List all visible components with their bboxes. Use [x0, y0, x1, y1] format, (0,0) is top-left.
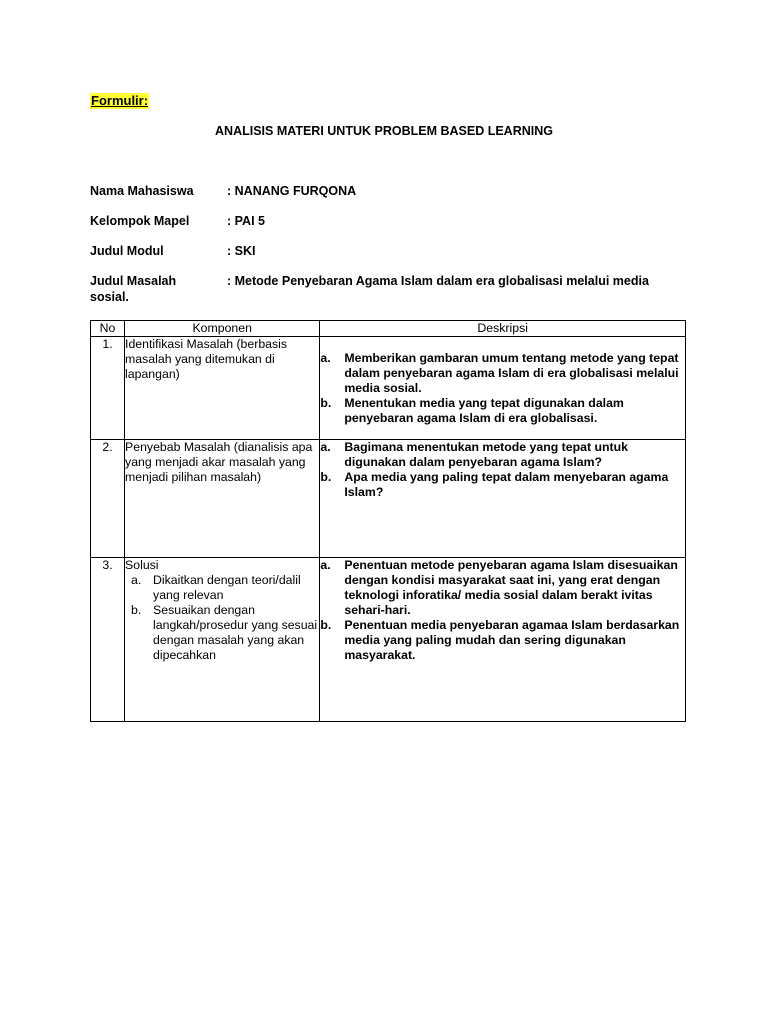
list-marker: b. — [320, 618, 332, 632]
deskripsi-list — [320, 558, 685, 663]
kelompok-value: : PAI 5 — [227, 214, 265, 228]
header-no: No — [91, 321, 125, 337]
header-komponen: Komponen — [125, 321, 320, 337]
komponen-item — [131, 603, 319, 663]
deskripsi-text: Menentukan media yang tepat digunakan dalam penyebaran agama Islam di era globalisasi. — [344, 396, 624, 425]
list-marker: b. — [320, 470, 332, 484]
header-deskripsi: Deskripsi — [320, 321, 686, 337]
masalah-value-wrap: sosial. — [90, 290, 129, 304]
modul-label: Judul Modul — [90, 244, 164, 258]
komponen-cell — [125, 558, 320, 722]
row-number: 2. — [91, 440, 125, 558]
komponen-list — [125, 573, 319, 663]
table-header-row — [91, 321, 686, 337]
deskripsi-text: Penentuan media penyebaran agamaa Islam berdasarkan media yang paling mudah dan sering digunakan masyarakat. — [344, 618, 680, 662]
deskripsi-item — [320, 396, 685, 426]
deskripsi-item — [320, 618, 685, 663]
form-label: Formulir: — [91, 93, 149, 108]
deskripsi-list — [320, 351, 685, 426]
nama-value: : NANANG FURQONA — [227, 184, 357, 198]
deskripsi-text: Memberikan gambaran umum tentang metode yang tepat dalam penyebaran agama Islam di era globalisasi melalui media sosial. — [344, 351, 679, 395]
list-marker: a. — [320, 440, 331, 454]
list-marker: b. — [131, 603, 142, 617]
list-marker: a. — [131, 573, 142, 587]
modul-value: : SKI — [227, 244, 256, 258]
deskripsi-item — [320, 351, 685, 396]
analysis-table — [90, 320, 686, 722]
deskripsi-item — [320, 470, 685, 500]
deskripsi-item — [320, 558, 685, 618]
list-marker: b. — [320, 396, 332, 410]
list-marker: a. — [320, 558, 331, 572]
komponen-cell: Identifikasi Masalah (berbasis masalah yang ditemukan di lapangan) — [125, 337, 320, 440]
deskripsi-text: Apa media yang paling tepat dalam menyebaran agama Islam? — [344, 470, 669, 499]
deskripsi-cell — [320, 440, 686, 558]
kelompok-label: Kelompok Mapel — [90, 214, 190, 228]
deskripsi-text: Bagimana menentukan metode yang tepat untuk digunakan dalam penyebaran agama Islam? — [344, 440, 628, 469]
table-row — [91, 440, 686, 558]
deskripsi-cell — [320, 558, 686, 722]
komponen-title: Solusi — [125, 558, 159, 572]
deskripsi-list — [320, 440, 685, 500]
nama-label: Nama Mahasiswa — [90, 184, 194, 198]
deskripsi-text: Penentuan metode penyebaran agama Islam disesuaikan dengan kondisi masyarakat saat ini, yang erat dengan teknologi inforatika/ media sosial dalam berakt ivitas sehari-hari. — [344, 558, 678, 617]
deskripsi-item — [320, 440, 685, 470]
document-title: ANALISIS MATERI UNTUK PROBLEM BASED LEARNING — [215, 124, 553, 138]
komponen-item-text: Sesuaikan dengan langkah/prosedur yang sesuai dengan masalah yang akan dipecahkan — [153, 603, 318, 662]
masalah-label: Judul Masalah — [90, 274, 177, 288]
komponen-cell: Penyebab Masalah (dianalisis apa yang menjadi akar masalah yang menjadi pilihan masalah) — [125, 440, 320, 558]
list-marker: a. — [320, 351, 331, 365]
masalah-value: : Metode Penyebaran Agama Islam dalam era globalisasi melalui media — [227, 274, 649, 288]
komponen-item-text: Dikaitkan dengan teori/dalil yang relevan — [153, 573, 301, 602]
row-number: 3. — [91, 558, 125, 722]
table-row — [91, 558, 686, 722]
komponen-item — [131, 573, 319, 603]
deskripsi-cell — [320, 337, 686, 440]
table-row — [91, 337, 686, 440]
row-number: 1. — [91, 337, 125, 440]
